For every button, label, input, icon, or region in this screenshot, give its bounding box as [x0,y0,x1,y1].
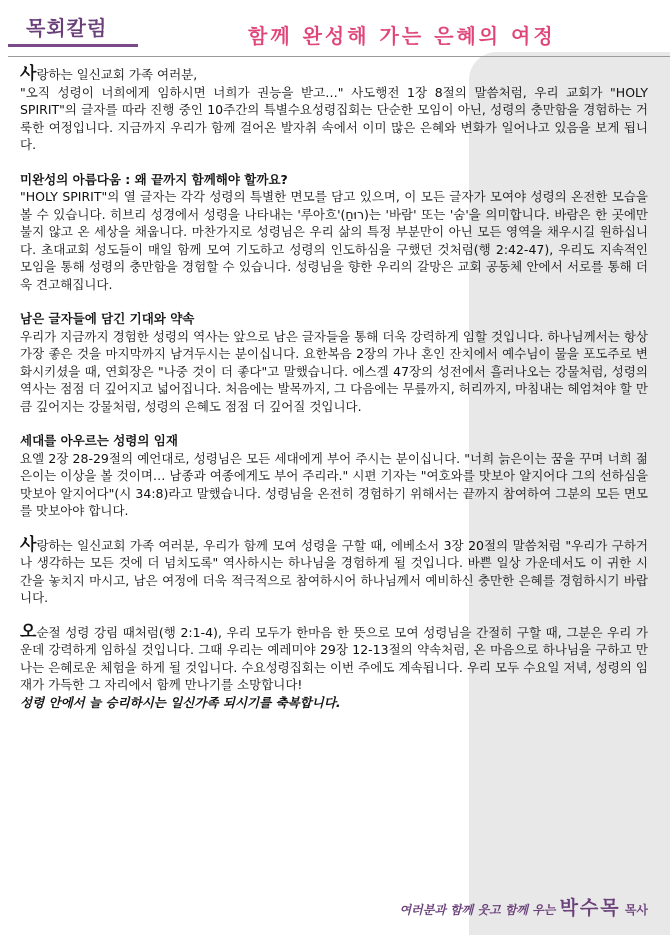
closing-paragraph [20,621,648,694]
closing-text: 순절 성령 강림 때처럼(행 2:1-4), 우리 모두가 한마음 한 뜻으로 모여 성령님을 간절히 구할 때, 그분은 우리 가운데 강력하게 임하실 것입니다. 그때 우리는 예레미야 29장 12-13절의 약속처럼, 온 마음으로 하나님을 구하고 만나는 은혜로운 체험을 하게 될 것입니다. 수요성령집회는 이번 주에도 계속됩니다. 우리 모두 수요일 저녁, 성령의 임재가 가득한 그 자리에서 함께 만나기를 소망합니다! [20,624,648,692]
author-signature [400,893,648,920]
drop-cap: 사 [20,64,37,84]
appeal-paragraph [20,534,648,607]
intro-greeting [20,66,648,84]
article-body [20,66,648,711]
column-category-label: 목회칼럼 [26,16,108,40]
section-paragraph: 요엘 2장 28-29절의 예언대로, 성령님은 모든 세대에게 부어 주시는 분이십니다. "너희 늙은이는 꿈을 꾸며 너희 젊은이는 이상을 볼 것이며… 남종과 여종에게도 부어 주리라." 시편 기자는 "여호와를 맛보아 알지어다 그의 선하심을 맛보아 알지어다"(시 34:8)라고 말했습니다. 성령님을 온전히 경험하기 위해서는 끝까지 참여하여 그분의 모든 면모를 맛보아야 합니다. [20,450,648,518]
signature-tagline: 여러분과 함께 웃고 함께 우는 [399,903,556,917]
blessing-line: 성령 안에서 늘 승리하시는 일신가족 되시기를 축복합니다. [20,694,341,710]
section-heading: 세대를 아우르는 성령의 임재 [20,433,178,448]
drop-cap: 사 [20,534,37,555]
drop-cap: 오 [20,621,37,642]
header-divider [8,56,670,57]
author-name: 박수목 [559,897,621,919]
author-role: 목사 [624,903,648,917]
intro-paragraph: "오직 성령이 너희에게 임하시면 너희가 권능을 받고…" 사도행전 1장 8절의 말씀처럼, 우리 교회가 "HOLY SPIRIT"의 글자를 따라 진행 중인 10주간의 특별수요성령집회는 단순한 모임이 아닌, 성령의 충만함을 경험하는 거룩한 여정입니다. 지금까지 우리가 함께 걸어온 발자취 속에서 이미 많은 은혜와 변화가 일어나고 있음을 보게 됩니다. [20,84,648,152]
section-heading: 남은 글자들에 담긴 기대와 약속 [20,311,195,326]
section-paragraph: 우리가 지금까지 경험한 성령의 역사는 앞으로 남은 글자들을 통해 더욱 강력하게 임할 것입니다. 하나님께서는 항상 가장 좋은 것을 마지막까지 남겨두시는 분이십니다. 요한복음 2장의 가나 혼인 잔치에서 예수님이 물을 포도주로 변화시키셨을 때, 연회장은 "나중 것이 더 좋다"고 말했습니다. 에스겔 47장의 성전에서 흘러나오는 강물처럼, 성령의 역사는 점점 더 깊어지고 넓어집니다. 처음에는 발목까지, 그 다음에는 무릎까지, 허리까지, 마침내는 헤엄쳐야 할 만큼 깊어지는 강물처럼, 성령의 은혜도 점점 더 깊어질 것입니다. [20,328,648,414]
appeal-text: 랑하는 일신교회 가족 여러분, 우리가 함께 모여 성령을 구할 때, 에베소서 3장 20절의 말씀처럼 "우리가 구하거나 생각하는 모든 것에 더 넘치도록" 역사하시는 하나님을 경험하게 될 것입니다. 바쁜 일상 가운데서도 이 귀한 시간을 놓치지 마시고, 남은 여정에 더욱 적극적으로 참여하시어 하나님께서 예비하신 충만한 은혜를 경험하시기 바랍니다. [20,537,648,605]
column-title: 함께 완성해 가는 은혜의 여정 [248,24,556,48]
greeting-text: 랑하는 일신교회 가족 여러분, [36,67,198,82]
section-heading: 미완성의 아름다움 : 왜 끝까지 함께해야 할까요? [20,171,288,187]
column-tab-underline [8,44,138,47]
column-header [0,0,670,52]
section-paragraph: "HOLY SPIRIT"의 열 글자는 각각 성령의 특별한 면모를 담고 있으며, 이 모든 글자가 모여야 성령의 온전한 모습을 볼 수 있습니다. 히브리 성경에서 성령을 나타내는 '루아흐'(רוּחַ)는 '바람' 또는 '숨'을 의미합니다. 바람은 한 곳에만 불지 않고 온 세상을 채웁니다. 마찬가지로 성령님은 우리 삶의 특정 부분만이 아닌 모든 영역을 채우시길 원하십니다. 초대교회 성도들이 매일 함께 모여 기도하고 성령의 인도하심을 구했던 것처럼(행 2:42-47), 우리도 지속적인 모임을 통해 성령의 충만함을 경험할 수 있습니다. 성령님을 향한 우리의 갈망은 교회 공동체 안에서 서로를 통해 더욱 견고해집니다. [20,189,648,292]
